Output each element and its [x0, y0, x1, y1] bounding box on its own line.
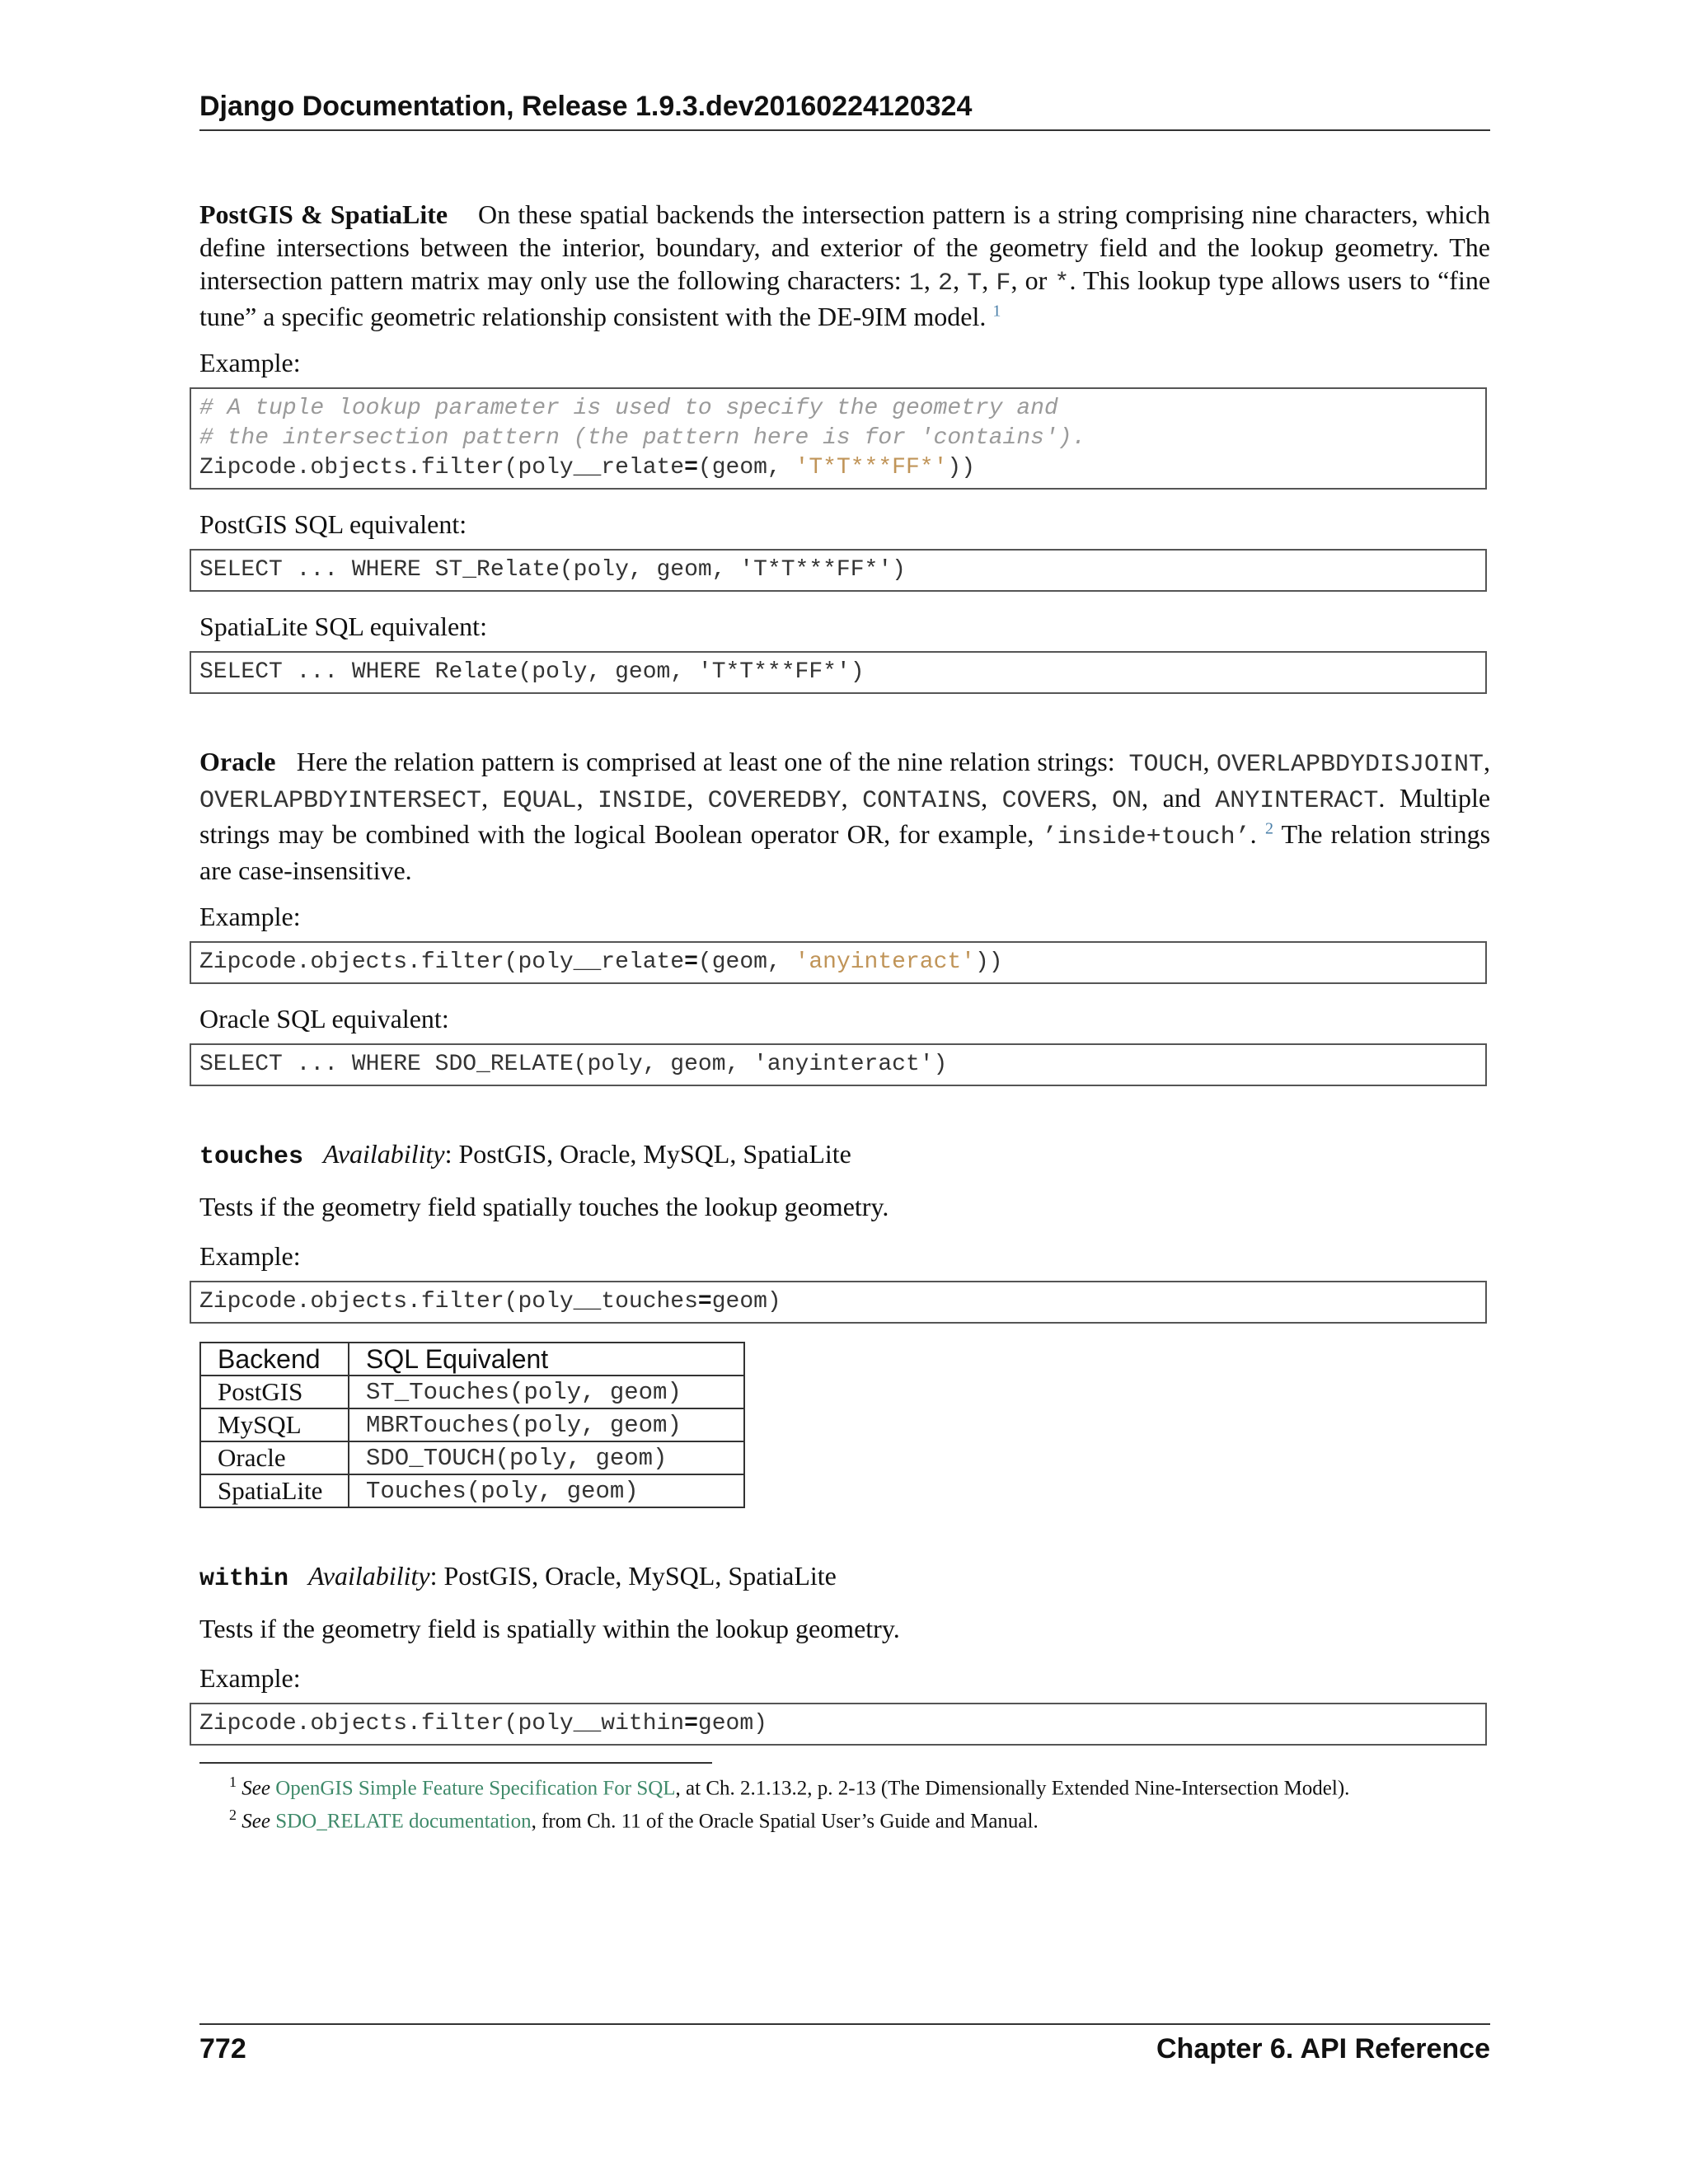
- relation-overlapbdydisjoint: OVERLAPBDYDISJOINT: [1216, 751, 1484, 779]
- touches-lookup-name: touches: [199, 1143, 304, 1171]
- oracle-text-1: Here the relation pattern is comprised at least one of the nine relation strings:: [296, 747, 1115, 776]
- footnote-text: , from Ch. 11 of the Oracle Spatial User’s Guide and Manual.: [531, 1810, 1039, 1833]
- availability-label: Availability: [308, 1561, 430, 1591]
- code-block-oracle-relate: Zipcode.objects.filter(poly__relate=(geom, 'anyinteract')): [190, 941, 1487, 984]
- relation-contains: CONTAINS: [862, 787, 982, 815]
- table-row: [200, 1376, 744, 1408]
- code-text: Zipcode.objects.filter(poly__relate: [199, 949, 685, 975]
- touches-description: Tests if the geometry field spatially touches the lookup geometry.: [199, 1192, 889, 1221]
- sql-cell: Touches(poly, geom): [349, 1474, 744, 1507]
- relation-inside: INSIDE: [598, 787, 687, 815]
- backend-cell: PostGIS: [200, 1376, 349, 1408]
- footnote-2: [199, 1802, 1490, 1835]
- footnote-text: , at Ch. 2.1.13.2, p. 2-13 (The Dimensionally Extended Nine-Intersection Model).: [675, 1777, 1350, 1800]
- char-1: 1: [908, 269, 924, 298]
- code-text: Zipcode.objects.filter(poly__touches: [199, 1289, 698, 1315]
- code-string: 'anyinteract': [795, 949, 975, 975]
- code-block-oracle-sql: SELECT ... WHERE SDO_RELATE(poly, geom, 'anyinteract'): [190, 1043, 1487, 1086]
- table-header-sql: SQL Equivalent: [349, 1343, 744, 1376]
- oracle-and: and: [1162, 783, 1201, 813]
- table-row: [200, 1441, 744, 1474]
- availability-list: : PostGIS, Oracle, MySQL, SpatiaLite: [429, 1561, 837, 1591]
- footnote-ref-1[interactable]: 1: [992, 302, 1001, 321]
- code-block-within: Zipcode.objects.filter(poly__within=geom): [190, 1703, 1487, 1746]
- relation-coveredby: COVEREDBY: [707, 787, 842, 815]
- relation-covers: COVERS: [1001, 787, 1091, 815]
- code-comment: # A tuple lookup parameter is used to specify the geometry and: [199, 396, 1058, 421]
- code-text: )): [974, 949, 1003, 975]
- table-header-backend: Backend: [200, 1343, 349, 1376]
- example-label: Example:: [199, 902, 301, 931]
- availability-label: Availability: [323, 1139, 445, 1169]
- table-row: [200, 1408, 744, 1441]
- sdo-relate-docs-link[interactable]: SDO_RELATE documentation: [275, 1810, 532, 1833]
- char-star: *: [1054, 269, 1070, 298]
- footnote-1: [199, 1769, 1490, 1802]
- see-label: See: [241, 1777, 270, 1800]
- code-text: geom): [697, 1711, 767, 1736]
- relation-touch: TOUCH: [1128, 751, 1203, 779]
- table-header-row: [200, 1343, 744, 1376]
- within-description: Tests if the geometry field is spatially within the lookup geometry.: [199, 1614, 900, 1643]
- code-block-spatialite-sql: SELECT ... WHERE Relate(poly, geom, 'T*T***FF*'): [190, 651, 1487, 694]
- code-text: Zipcode.objects.filter(poly__relate: [199, 455, 685, 480]
- touches-term: [199, 1137, 1490, 1174]
- code-text: (geom,: [697, 949, 795, 975]
- code-block-postgis-sql: SELECT ... WHERE ST_Relate(poly, geom, 'T*T***FF*'): [190, 549, 1487, 592]
- within-lookup-name: within: [199, 1565, 289, 1593]
- relation-overlapbdyintersect: OVERLAPBDYINTERSECT: [199, 787, 482, 815]
- postgis-sql-label: PostGIS SQL equivalent:: [199, 509, 467, 539]
- postgis-text-1: On these spatial backends the intersection pattern is a string comprising nine characters, which define intersections between the interior, boundary, and exterior of the geometry field and the lookup geometry. The intersection pattern matrix may only use the following characters:: [199, 199, 1491, 295]
- backend-cell: MySQL: [200, 1408, 349, 1441]
- postgis-text-2: . This lookup type allows users to “fine tune” a specific geometric relationship consistent with the DE-9IM model.: [199, 265, 1491, 331]
- sql-cell: MBRTouches(poly, geom): [349, 1408, 744, 1441]
- spatialite-sql-label: SpatiaLite SQL equivalent:: [199, 612, 487, 641]
- oracle-example-string: ’inside+touch’: [1042, 823, 1250, 851]
- relation-anyinteract: ANYINTERACT: [1215, 787, 1379, 815]
- char-f: F: [996, 269, 1011, 298]
- relation-equal: EQUAL: [502, 787, 577, 815]
- oracle-text-2: . Multiple strings may be combined with the logical Boolean operator OR, for example,: [199, 783, 1491, 849]
- see-label: See: [241, 1810, 270, 1833]
- table-row: [200, 1474, 744, 1507]
- opengis-spec-link[interactable]: OpenGIS Simple Feature Specification For SQL: [275, 1777, 676, 1800]
- code-text: )): [947, 455, 975, 480]
- oracle-text-3: The relation strings are case-insensitive.: [199, 819, 1491, 885]
- example-label: Example:: [199, 348, 301, 377]
- relation-on: ON: [1112, 787, 1142, 815]
- oracle-paragraph: Oracle Here the relation pattern is comprised at least one of the nine relation strings: TOUCH, OVERLAPBDYDISJOINT, OVERLAPBDYINTERSECT, EQUAL, INSIDE, COVEREDBY, CONTAINS, COVERS, ON, and ANYINTERACT. Multiple strings may be combined with the logical Boolean operator OR, for example, ’inside+touch’. $^2$ The relation strings are case-insensitive.: [199, 747, 1491, 885]
- example-label: Example:: [199, 1241, 301, 1271]
- backend-cell: Oracle: [200, 1441, 349, 1474]
- sql-cell: SDO_TOUCH(poly, geom): [349, 1441, 744, 1474]
- char-2: 2: [938, 269, 954, 298]
- page-number: 772: [199, 2033, 246, 2064]
- oracle-sql-label: Oracle SQL equivalent:: [199, 1004, 449, 1033]
- touches-sql-table: [199, 1342, 745, 1508]
- footnote-number: 2: [229, 1807, 237, 1824]
- main-content: [199, 198, 1490, 1835]
- page-header: [199, 91, 1490, 131]
- oracle-heading: Oracle: [199, 747, 276, 776]
- footnote-ref-2[interactable]: 2: [1264, 819, 1273, 838]
- postgis-spatialite-paragraph: PostGIS & SpatiaLite On these spatial backends the intersection pattern is a string comprising nine characters, which define intersections between the interior, boundary, and exterior of the geometry field and the lookup geometry. The intersection pattern matrix may only use the following characters: 1, 2, T, F, or *. This lookup type allows users to “fine tune” a specific geometric relationship consistent with the DE-9IM model. $^1$: [199, 199, 1491, 331]
- within-term: [199, 1559, 1490, 1596]
- code-text: Zipcode.objects.filter(poly__within: [199, 1711, 685, 1736]
- postgis-spatialite-heading: PostGIS & SpatiaLite: [199, 199, 448, 229]
- page-footer: [199, 2023, 1490, 2065]
- char-t: T: [967, 269, 982, 298]
- code-comment: # the intersection pattern (the pattern here is for 'contains').: [199, 425, 1086, 451]
- code-string: 'T*T***FF*': [795, 455, 948, 480]
- chapter-title: Chapter 6. API Reference: [1156, 2033, 1490, 2064]
- sql-cell: ST_Touches(poly, geom): [349, 1376, 744, 1408]
- backend-cell: SpatiaLite: [200, 1474, 349, 1507]
- code-block-touches: Zipcode.objects.filter(poly__touches=geom): [190, 1281, 1487, 1324]
- footnote-number: 1: [229, 1774, 237, 1790]
- page: [199, 0, 1500, 2184]
- footnote-divider: [199, 1762, 712, 1764]
- code-text: (geom,: [697, 455, 795, 480]
- availability-list: : PostGIS, Oracle, MySQL, SpatiaLite: [444, 1139, 851, 1169]
- doc-title: Django Documentation, Release 1.9.3.dev20160224120324: [199, 91, 973, 122]
- code-block-relate-tuple: # A tuple lookup parameter is used to specify the geometry and # the intersection pattern (the pattern here is for 'contains'). Zipcode.objects.filter(poly__relate=(geom, 'T*T***FF*')): [190, 387, 1487, 490]
- example-label: Example:: [199, 1663, 301, 1693]
- code-text: geom): [711, 1289, 781, 1315]
